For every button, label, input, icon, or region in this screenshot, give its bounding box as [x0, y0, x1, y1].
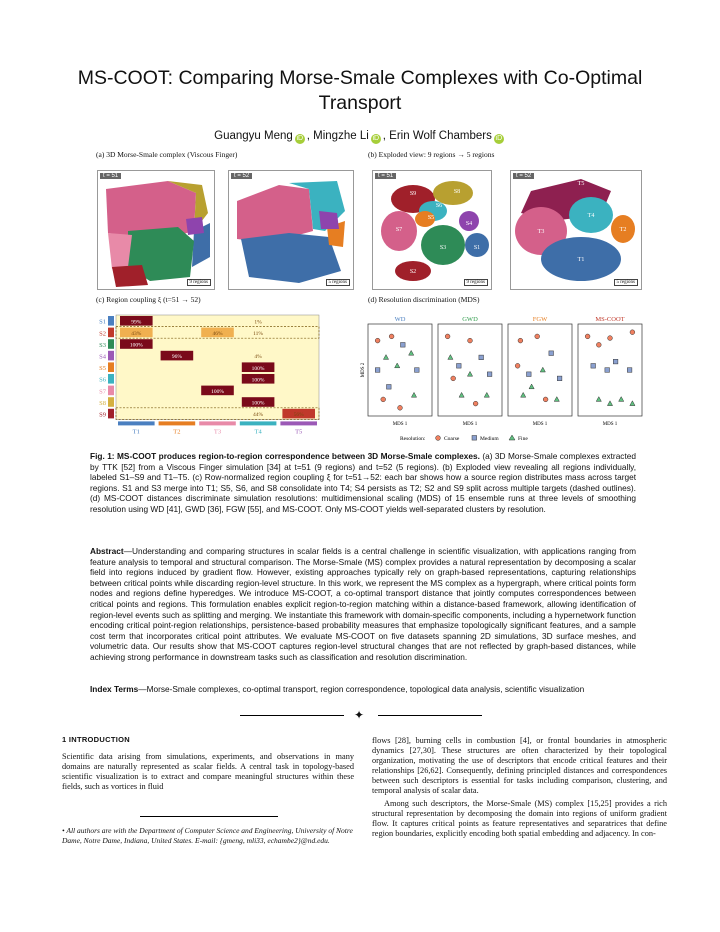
source-color-swatch	[108, 409, 114, 419]
caption-lead: Fig. 1: MS-COOT produces region-to-region correspondence between 3D Morse-Smale complexes.	[90, 451, 480, 461]
timestep-badge: t = 51	[375, 173, 396, 179]
legend-label: Coarse	[444, 436, 460, 442]
coupling-value: 1%	[254, 319, 262, 326]
coarse-point	[585, 334, 590, 339]
region-label: S6	[435, 203, 443, 209]
medium-point	[387, 385, 392, 390]
footnote-rule	[140, 816, 278, 817]
target-color-swatch	[118, 421, 155, 425]
medium-point	[487, 372, 492, 377]
index-terms-label: Index Terms	[90, 684, 139, 694]
mds-method-title: MS-COOT	[595, 316, 625, 323]
target-color-swatch	[199, 421, 236, 425]
mds-xlabel: MDS 1	[602, 422, 618, 427]
coarse-point	[515, 363, 520, 368]
source-label: S5	[99, 365, 106, 373]
coarse-point	[608, 336, 613, 341]
section-heading: 1 INTRODUCTION	[62, 735, 130, 744]
mds-method-title: FGW	[532, 316, 548, 323]
region-label: T1	[577, 257, 585, 263]
region-label: S8	[453, 189, 461, 195]
coarse-point	[375, 338, 380, 343]
exploded-render-source	[373, 171, 491, 289]
panel-a-t52	[228, 170, 354, 290]
coarse-point	[543, 397, 548, 402]
medium-point	[627, 368, 632, 373]
region-label: T5	[577, 181, 585, 187]
source-label: S9	[99, 411, 106, 419]
coupling-value: 100%	[251, 400, 265, 407]
source-label: S6	[99, 376, 106, 384]
target-label: T3	[213, 428, 222, 436]
coupling-value: 100%	[251, 377, 265, 384]
index-terms	[90, 684, 636, 694]
coarse-point	[596, 342, 601, 347]
region-count-badge: 5 regions	[614, 279, 638, 286]
intro-right-paragraph-2: Among such descriptors, the Morse-Smale (MS) complex [15,25] provides a rich structural representation by decomposing the domain into regions of uniform gradient flow. It captures critical points as feature representatives and separatrices that define region boundaries, explicitly encoding both spatial embedding and adjacency. In con-	[372, 798, 667, 838]
coupling-value: 56%	[293, 412, 304, 419]
source-color-swatch	[108, 351, 114, 361]
source-label: S1	[99, 318, 106, 326]
legend-title: Resolution:	[400, 436, 426, 442]
paper-title	[60, 66, 660, 116]
arxiv-identifier	[0, 320, 20, 620]
medium-point	[527, 372, 532, 377]
coupling-value: 99%	[131, 319, 142, 326]
caption-body: (a) 3D Morse-Smale complexes extracted by TTK [52] from a Viscous Finger simulation [34] at t=51 (9 regions) and t=52 (5 regions). (b) Exploded view revealing all regions individually, labeled S1–S9 and T1–T5. (c) Row-normalized region coupling ξ for t=51→52: each bar shows how a source region distributes mass across target regions. S1 and S3 merge into T1; S5, S6, and S8 consolidate into T4; S4 persists as T2; S2 and S9 split across multiple targets (dashed outlines). (d) MS-COOT distances discriminate simulation resolutions: multidimensional scaling (MDS) of 15 ensemble runs at three levels of smoothing resolution using WD [41], GWD [36], FGW [55], and MS-COOT. Only MS-COOT yields well-separated clusters by resolution.	[90, 451, 636, 514]
medium-point	[479, 355, 484, 360]
mds-xlabel: MDS 1	[462, 422, 478, 427]
mds-ylabel: MDS 2	[361, 362, 366, 378]
ms-complex-render-t51	[98, 171, 214, 289]
region-label: T3	[537, 229, 545, 235]
author-2: Mingzhe Li	[313, 130, 369, 142]
target-color-swatch	[240, 421, 277, 425]
source-color-swatch	[108, 386, 114, 396]
mds-method-title: GWD	[462, 316, 478, 323]
orcid-icon[interactable]: iD	[372, 135, 380, 142]
source-label: S4	[99, 353, 106, 361]
source-color-swatch	[108, 339, 114, 349]
ms-complex-render-t52	[229, 171, 353, 289]
region-count-badge: 9 regions	[187, 279, 211, 286]
mds-xlabel: MDS 1	[532, 422, 548, 427]
coarse-point	[445, 334, 450, 339]
region-label: S9	[409, 191, 417, 197]
source-label: S3	[99, 341, 106, 349]
orcid-icon[interactable]: iD	[296, 135, 304, 142]
panel-c-label: (c) Region coupling ξ (t=51 → 52)	[96, 295, 201, 304]
panel-b-exploded-source	[372, 170, 492, 290]
region-label: S4	[465, 221, 473, 227]
coarse-point	[389, 334, 394, 339]
legend-fine-marker	[509, 435, 515, 440]
abstract-label: Abstract	[90, 546, 124, 556]
coarse-point	[398, 405, 403, 410]
title-line-2: Transport	[318, 92, 402, 114]
panel-b-exploded-target	[510, 170, 642, 290]
orcid-icon[interactable]: iD	[495, 135, 503, 142]
figure-caption	[90, 451, 636, 515]
coupling-value: 46%	[212, 330, 223, 337]
legend-label: Fine	[518, 436, 528, 442]
timestep-badge: t = 52	[231, 173, 252, 179]
medium-point	[457, 364, 462, 369]
mds-panel	[360, 312, 656, 446]
exploded-render-target	[511, 171, 641, 289]
mds-xlabel: MDS 1	[392, 422, 408, 427]
coupling-value: 44%	[253, 412, 264, 419]
target-label: T5	[295, 428, 303, 436]
coarse-point	[473, 401, 478, 406]
mds-method-title: WD	[394, 316, 406, 323]
medium-point	[591, 364, 596, 369]
mds-plot-frame	[508, 324, 572, 416]
region-label: S5	[427, 215, 435, 221]
panel-a-t51	[97, 170, 215, 290]
medium-point	[549, 351, 554, 356]
abstract-text: —Understanding and comparing structures in scalar fields is a central challenge in scientific visualization, with applications ranging from feature analysis to temporal and structural comparison. The Morse-Smale (MS) complex provides a natural representation by decomposing a scalar field into regions induced by gradient flow. However, existing approaches typically rely on graph-based representations, capturing relationships between critical points while discarding region-level structure. In this work, we represent the MS complex as a hypergraph, where critical points form nodes and regions define hyperedges. We introduce MS-COOT, a co-optimal transport distance that jointly computes correspondences between critical points and regions. This formulation enables explicit region-to-region matching within a distance-based framework, allowing identification of region-level events such as splitting and merging. We instantiate this framework with domain-specific components, including a hypernetwork function encoding critical point-region relationships, persistence-based probability measures that emphasize topologically significant features, and a sample cost term that incorporates critical point attributes. We evaluate MS-COOT on five datasets spanning 2D simulations, 3D surface meshes, and volumetric data. Our results show that MS-COOT captures region-level structural changes that are not reflected by graph-based distances, while achieving strong performance in downstream tasks such as classification and resolution discrimination.	[90, 546, 636, 662]
region-label: S3	[439, 245, 447, 251]
coupling-value: 96%	[171, 354, 182, 361]
index-terms-text: —Morse-Smale complexes, co-optimal transport, region correspondence, topological data analysis, scientific visualization	[138, 684, 585, 694]
coupling-value: 100%	[129, 342, 143, 349]
panel-b-label: (b) Exploded view: 9 regions → 5 regions	[368, 150, 495, 159]
region-label: T2	[619, 227, 627, 233]
source-color-swatch	[108, 397, 114, 407]
coarse-point	[381, 397, 386, 402]
target-label: T2	[173, 428, 181, 436]
region-count-badge: 5 regions	[326, 279, 350, 286]
region-label: S2	[409, 269, 417, 275]
legend-label: Medium	[480, 436, 499, 442]
medium-point	[401, 343, 406, 348]
coupling-value: 4%	[254, 354, 262, 361]
target-label: T1	[132, 428, 140, 436]
region-label: S1	[473, 245, 481, 251]
coupling-value: 43%	[131, 330, 142, 337]
author-1: Guangyu Meng	[214, 130, 293, 142]
coupling-value: 100%	[251, 365, 265, 372]
intro-left-column: Scientific data arising from simulations, experiments, and observations in many domains are naturally represented as scalar fields. A central task in topology-based scientific visualization is to extract and compare meaningful structures within these fields, such as vortices in fluid	[62, 752, 354, 792]
region-count-badge: 9 regions	[464, 279, 488, 286]
coupling-value: 100%	[211, 388, 224, 395]
legend-coarse-marker	[436, 436, 441, 441]
coupling-matrix	[94, 312, 334, 444]
region-label: T4	[587, 213, 595, 219]
panel-a-label: (a) 3D Morse-Smale complex (Viscous Finger)	[96, 150, 238, 159]
region-label: S7	[395, 227, 403, 233]
source-label: S7	[99, 388, 106, 396]
abstract	[90, 546, 636, 663]
coarse-point	[518, 338, 523, 343]
target-label: T4	[254, 428, 262, 436]
coarse-point	[630, 330, 635, 335]
intro-right-column	[372, 736, 667, 839]
coupling-value: 11%	[253, 330, 264, 337]
diamond-icon: ✦	[354, 708, 365, 722]
medium-point	[557, 376, 562, 381]
source-color-swatch	[108, 316, 114, 326]
mds-scatter-plots	[360, 312, 656, 446]
section-divider	[240, 710, 482, 722]
target-color-swatch	[280, 421, 317, 425]
title-line-1: MS-COOT: Comparing Morse-Smale Complexes with Co-Optimal	[77, 67, 643, 89]
author-3: Erin Wolf Chambers	[389, 130, 492, 142]
source-label: S8	[99, 399, 106, 407]
coarse-point	[535, 334, 540, 339]
panel-d-label: (d) Resolution discrimination (MDS)	[368, 295, 480, 304]
coarse-point	[468, 338, 473, 343]
medium-point	[415, 368, 420, 373]
timestep-badge: t = 51	[100, 173, 121, 179]
author-list: Guangyu Meng iD , Mingzhe Li iD , Erin Wolf Chambers iD	[214, 130, 503, 142]
source-color-swatch	[108, 374, 114, 384]
coarse-point	[451, 376, 456, 381]
target-color-swatch	[159, 421, 196, 425]
timestep-badge: t = 52	[513, 173, 534, 179]
medium-point	[375, 368, 380, 373]
source-color-swatch	[108, 362, 114, 372]
source-color-swatch	[108, 328, 114, 338]
medium-point	[605, 368, 610, 373]
intro-right-paragraph-1: flows [28], burning cells in combustion [4], or frontal boundaries in atmospheric dynamics [27,30]. These structures are often characterized by their topological organization, motivating the use of descriptors that encode critical features and their relationships [26,62]. Consequently, defining principled distances and correspondences between such descriptors is essential for tasks including comparison, clustering, and temporal analysis of scalar data.	[372, 736, 667, 796]
legend-medium-marker	[472, 436, 477, 441]
source-label: S2	[99, 330, 106, 338]
footnote: • All authors are with the Department of Computer Science and Engineering, University of Notre Dame, Notre Dame, Indiana, United States. E-mail: {gmeng, mli33, echambe2}@nd.edu.	[62, 826, 353, 845]
medium-point	[613, 359, 618, 364]
